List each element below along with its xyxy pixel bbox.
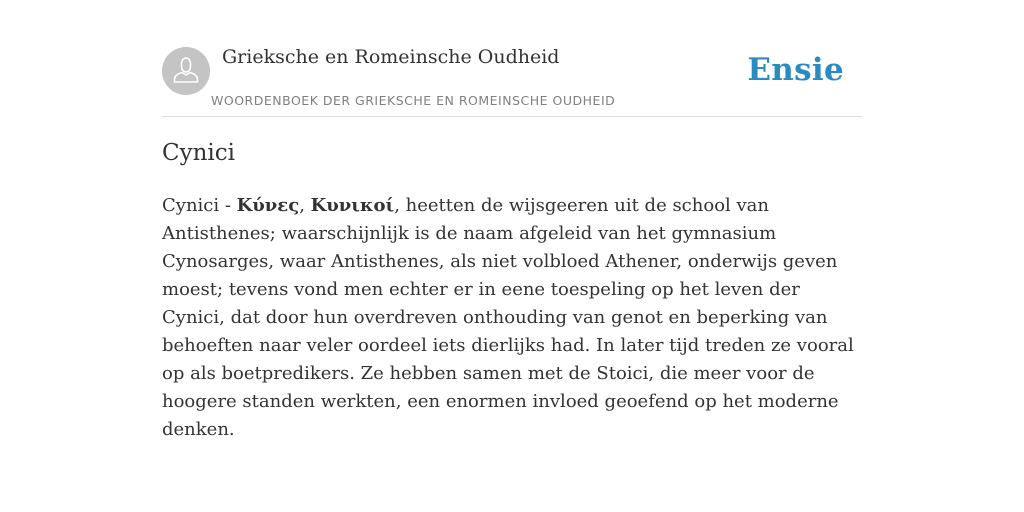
source-header [162, 46, 862, 117]
ensie-logo[interactable]: Ensie [747, 52, 844, 88]
body-text: , heetten de wijsgeeren uit de school van Antisthenes; waarschijnlijk is de naam afgeleid van het gymnasium Cynosarges, waar Antisthenes, als niet volbloed Athener, onderwijs geven moest; tevens vond men echter er in eene toespeling op het leven der Cynici, dat door hun overdreven onthouding van genot en beperking van behoeften naar veler oordeel iets dierlijks had. In later tijd treden ze vooral op als boetpredikers. Ze hebben samen met de Stoici, die meer voor de hoogere standen werkten, een enormen invloed geoefend op het moderne denken. [162, 195, 854, 440]
source-title[interactable]: Grieksche en Romeinsche Oudheid [222, 46, 560, 68]
article-body [162, 192, 866, 444]
greek-term-kynes: Κύνες [236, 195, 300, 216]
user-avatar-icon[interactable] [162, 47, 210, 95]
body-separator: , [299, 195, 311, 216]
greek-term-kynikoi: Κυνικοί [310, 195, 395, 216]
body-lead: Cynici - [162, 195, 237, 216]
source-subtitle: WOORDENBOEK DER GRIEKSCHE EN ROMEINSCHE OUDHEID [211, 93, 616, 108]
article-title: Cynici [162, 140, 235, 166]
